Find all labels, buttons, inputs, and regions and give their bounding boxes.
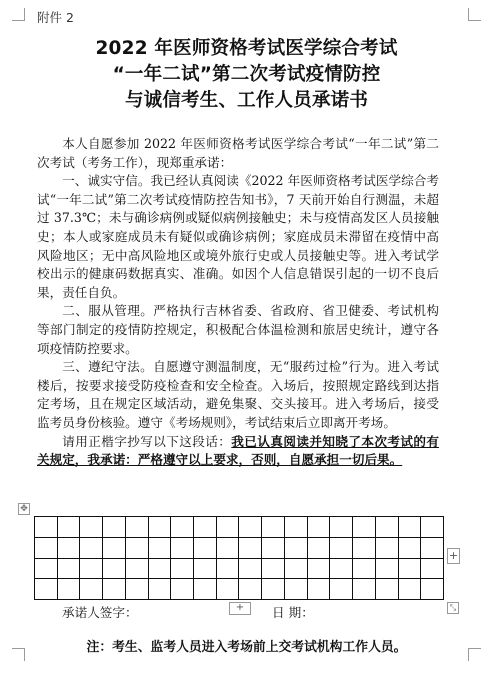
document-body [37, 135, 439, 470]
grid-cell[interactable] [307, 537, 330, 558]
grid-cell[interactable] [421, 558, 444, 579]
title-line-3: 与诚信考生、工作人员承诺书 [124, 90, 369, 111]
grid-cell[interactable] [284, 537, 307, 558]
grid-cell[interactable] [171, 517, 194, 538]
move-handle-icon[interactable]: ✥ [18, 503, 30, 515]
grid-cell[interactable] [262, 558, 285, 579]
pledge-statement: 我已认真阅读并知晓了本次考试的有关规定，我承诺：严格遵守以上要求，否则，自愿承担一切后果。 [37, 433, 440, 468]
grid-cell[interactable] [307, 517, 330, 538]
title-line-2: “一年二试”第二次考试疫情防控 [112, 64, 381, 85]
grid-cell[interactable] [80, 579, 103, 600]
intro-paragraph: 本人自愿参加 2022 年医师资格考试医学综合考试“一年二试”第二次考试（考务工作），现郑重承诺： [37, 136, 439, 170]
grid-cell[interactable] [353, 579, 376, 600]
grid-cell[interactable] [194, 558, 217, 579]
grid-cell[interactable] [148, 558, 171, 579]
grid-cell[interactable] [194, 537, 217, 558]
grid-cell[interactable] [35, 517, 58, 538]
clause-honesty: 一、诚实守信。我已经认真阅读《2022 年医师资格考试医学综合考试“一年二试”第二次考试疫情防控告知书》，7 天前开始自行测温，未超过 37.3℃；未与确诊病例或疑似病例接触史；未与疫情高发区人员接触史；本人或家庭成员未有疑似或确诊病例；家庭成员未滞留在疫情中高风险地区；无中高风险地区或境外旅行史或人员接触史等。进入考试学校出示的健康码数据真实、准确。如因个人信息错误引起的一切不良后果，责任自负。 [37, 173, 439, 300]
grid-cell[interactable] [103, 579, 126, 600]
resize-icon[interactable]: ⤡ [447, 602, 459, 614]
date-label: 日 期： [272, 605, 314, 620]
grid-cell[interactable] [239, 517, 262, 538]
handwriting-grid[interactable] [34, 516, 444, 600]
grid-cell[interactable] [284, 579, 307, 600]
signature-label: 承诺人签字： [62, 605, 138, 620]
grid-cell[interactable] [353, 517, 376, 538]
grid-cell[interactable] [171, 558, 194, 579]
grid-cell[interactable] [80, 558, 103, 579]
grid-cell[interactable] [307, 579, 330, 600]
grid-cell[interactable] [57, 558, 80, 579]
grid-cell[interactable] [57, 537, 80, 558]
grid-cell[interactable] [35, 579, 58, 600]
grid-cell[interactable] [398, 517, 421, 538]
grid-cell[interactable] [262, 579, 285, 600]
grid-cell[interactable] [239, 537, 262, 558]
grid-cell[interactable] [398, 579, 421, 600]
grid-cell[interactable] [80, 517, 103, 538]
grid-cell[interactable] [216, 558, 239, 579]
grid-cell[interactable] [421, 517, 444, 538]
grid-cell[interactable] [421, 579, 444, 600]
grid-cell[interactable] [171, 579, 194, 600]
grid-cell[interactable] [148, 537, 171, 558]
grid-cell[interactable] [398, 537, 421, 558]
grid-cell[interactable] [103, 517, 126, 538]
grid-cell[interactable] [148, 517, 171, 538]
grid-cell[interactable] [330, 579, 353, 600]
grid-cell[interactable] [262, 517, 285, 538]
grid-cell[interactable] [284, 558, 307, 579]
grid-cell[interactable] [398, 558, 421, 579]
grid-row [35, 517, 444, 538]
grid-cell[interactable] [353, 558, 376, 579]
grid-cell[interactable] [375, 558, 398, 579]
grid-cell[interactable] [262, 537, 285, 558]
attachment-label: 附件 2 [37, 10, 74, 25]
grid-cell[interactable] [35, 558, 58, 579]
grid-row [35, 579, 444, 600]
grid-cell[interactable] [216, 537, 239, 558]
grid-cell[interactable] [375, 537, 398, 558]
grid-cell[interactable] [194, 517, 217, 538]
grid-cell[interactable] [125, 558, 148, 579]
add-column-icon[interactable]: + [448, 549, 459, 562]
clause-compliance: 二、服从管理。严格执行吉林省委、省政府、省卫健委、考试机构等部门制定的疫情防控规定，积极配合体温检测和旅居史统计，遵守各项疫情防控要求。 [37, 303, 439, 356]
grid-cell[interactable] [216, 517, 239, 538]
grid-cell[interactable] [307, 558, 330, 579]
add-row-icon[interactable]: + [229, 602, 251, 615]
grid-row [35, 537, 444, 558]
grid-cell[interactable] [125, 537, 148, 558]
page-corner-mark-top-left [12, 8, 25, 21]
grid-cell[interactable] [421, 537, 444, 558]
grid-cell[interactable] [57, 517, 80, 538]
grid-cell[interactable] [171, 537, 194, 558]
copy-instruction-prefix: 请用正楷字抄写以下这段话： [62, 433, 232, 449]
grid-cell[interactable] [239, 558, 262, 579]
document-title [0, 36, 493, 114]
footer-note: 注：考生、监考人员进入考场前上交考试机构工作人员。 [86, 640, 407, 655]
grid-cell[interactable] [375, 579, 398, 600]
grid-cell[interactable] [330, 537, 353, 558]
grid-cell[interactable] [103, 558, 126, 579]
grid-cell[interactable] [57, 579, 80, 600]
grid-cell[interactable] [353, 537, 376, 558]
grid-cell[interactable] [125, 517, 148, 538]
grid-cell[interactable] [330, 558, 353, 579]
grid-cell[interactable] [148, 579, 171, 600]
grid-cell[interactable] [216, 579, 239, 600]
clause-discipline: 三、遵纪守法。自愿遵守测温制度，无“服药过检”行为。进入考试楼后，按要求接受防疫检查和安全检查。入场后，按照规定路线到达指定考场，且在规定区域活动，避免集聚、交头接耳。进入考场后，接受监考员身份核验。遵守《考场规则》，考试结束后立即离开考场。 [37, 359, 439, 430]
grid-cell[interactable] [125, 579, 148, 600]
grid-cell[interactable] [330, 517, 353, 538]
copy-instruction-paragraph [37, 433, 439, 470]
grid-cell[interactable] [284, 517, 307, 538]
grid-cell[interactable] [80, 537, 103, 558]
grid-cell[interactable] [375, 517, 398, 538]
page-corner-mark-top-right [468, 8, 481, 21]
grid-cell[interactable] [194, 579, 217, 600]
grid-row [35, 558, 444, 579]
grid-cell[interactable] [35, 537, 58, 558]
grid-cell[interactable] [239, 579, 262, 600]
grid-cell[interactable] [103, 537, 126, 558]
title-line-1: 2022 年医师资格考试医学综合考试 [95, 38, 398, 59]
